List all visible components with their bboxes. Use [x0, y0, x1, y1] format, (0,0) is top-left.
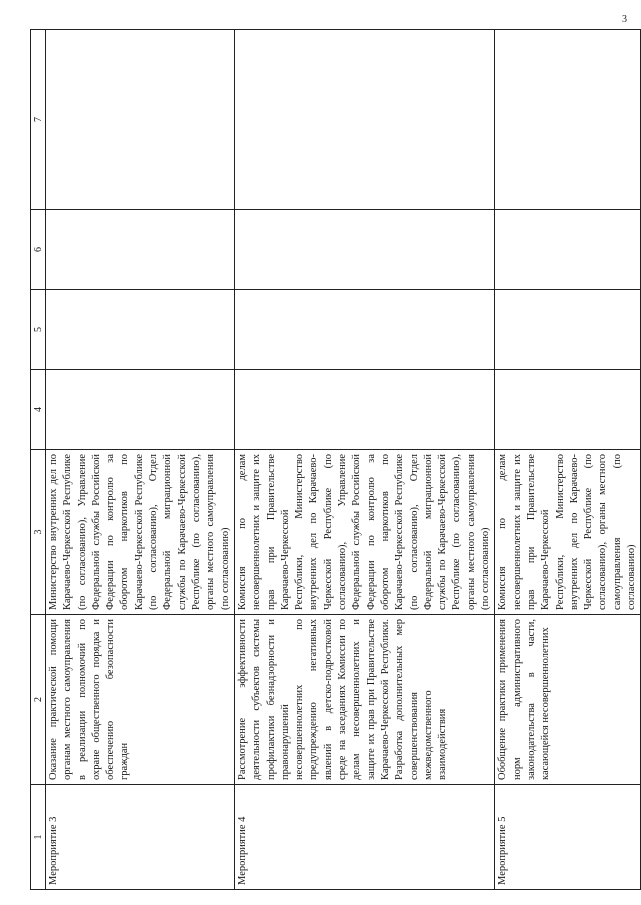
- col-header-2: 2: [31, 615, 46, 785]
- col-header-1: 1: [31, 785, 46, 890]
- col-header-3: 3: [31, 450, 46, 615]
- cell-col5: [495, 290, 641, 370]
- table-row: [495, 30, 641, 890]
- header-row: [31, 30, 46, 890]
- cell-col5: [235, 290, 495, 370]
- cell-col7: [235, 30, 495, 210]
- measure-description: Рассмотрение эффективности деятельности субъектов системы профилактики безнадзорности и правонарушений несовершеннолетних по предупреждению негативных явлений в детско-подростковой среде на заседаниях Комиссии по делам несовершеннолетних и защите их прав при Правительстве Карачаево-Черкесской Республики. Разработка дополнительных мер совершенствования межведомственного взаимодействия: [235, 615, 495, 785]
- table-row: [46, 30, 235, 890]
- measure-name: Мероприятие 3: [46, 785, 235, 890]
- col-header-5: 5: [31, 290, 46, 370]
- page-number: 3: [622, 14, 627, 25]
- cell-col4: [495, 370, 641, 450]
- cell-col6: [235, 210, 495, 290]
- cell-col4: [235, 370, 495, 450]
- measure-executors: Комиссия по делам несовершеннолетних и защите их прав при Правительстве Карачаево-Черкесской Республики, Министерство внутренних дел по Карачаево-Черкесской Республике (по согласованию), органы местного самоуправления (по согласованию): [495, 450, 641, 615]
- cell-col7: [495, 30, 641, 210]
- col-header-7: 7: [31, 30, 46, 210]
- measure-name: Мероприятие 5: [495, 785, 641, 890]
- cell-col5: [46, 290, 235, 370]
- table-row: [235, 30, 495, 890]
- measure-description: Оказание практической помощи органам местного самоуправления в реализации полномочий по охране общественного порядка и обеспечению безопасности граждан: [46, 615, 235, 785]
- cell-col6: [495, 210, 641, 290]
- rotated-page: [30, 30, 638, 890]
- measure-name: Мероприятие 4: [235, 785, 495, 890]
- cell-col4: [46, 370, 235, 450]
- measure-executors: Министерство внутренних дел по Карачаево-Черкесской Республике (по согласованию), Управление Федеральной службы Российской Федерации по контролю за оборотом наркотиков по Карачаево-Черкесской Республике (по согласованию), Отдел Федеральной миграционной службы по Карачаево-Черкесской Республике (по согласованию), органы местного самоуправления (по согласованию): [46, 450, 235, 615]
- measure-executors: Комиссия по делам несовершеннолетних и защите их прав при Правительстве Карачаево-Черкесской Республики, Министерство внутренних дел по Карачаево-Черкесской Республике (по согласованию), Управление Федеральной службы Российской Федерации по контролю за оборотом наркотиков по Карачаево-Черкесской Республике (по согласованию), Отдел Федеральной миграционной службы по Карачаево-Черкесской Республике (по согласованию), органы местного самоуправления (по согласованию): [235, 450, 495, 615]
- measure-description: Обобщение практики применения норм административного законодательства в части, касающейся несовершеннолетних: [495, 615, 641, 785]
- cell-col6: [46, 210, 235, 290]
- rotated-table-container: [30, 30, 638, 890]
- col-header-4: 4: [31, 370, 46, 450]
- col-header-6: 6: [31, 210, 46, 290]
- measures-table: [30, 29, 641, 890]
- cell-col7: [46, 30, 235, 210]
